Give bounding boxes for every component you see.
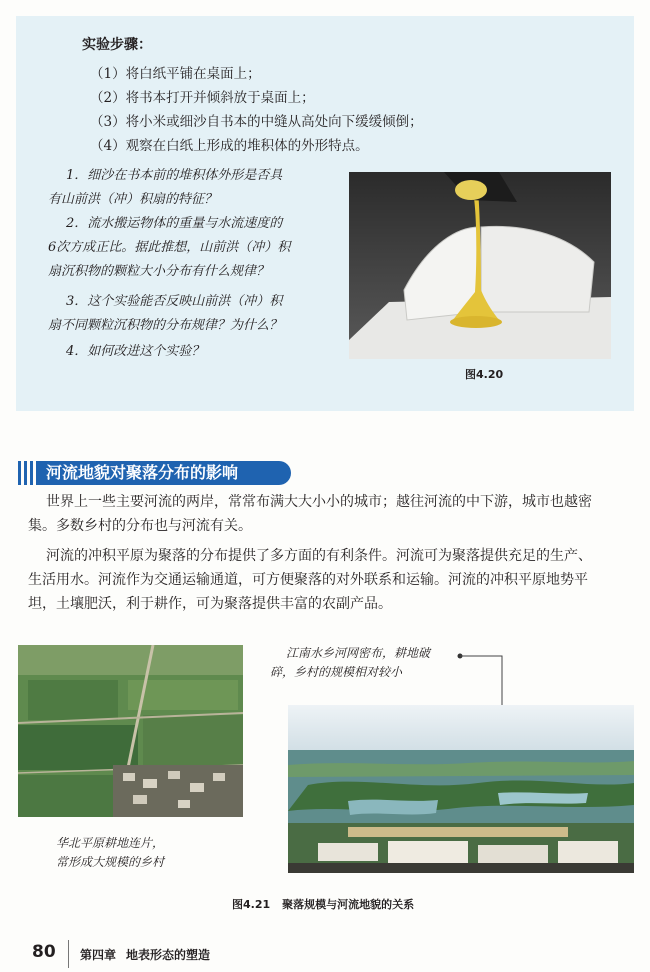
question-line: 有山前洪（冲）积扇的特征？ bbox=[48, 192, 218, 207]
figure-4-21-number: 图4.21 bbox=[232, 898, 271, 911]
page-number: 80 bbox=[32, 942, 56, 962]
figure-4-21-title: 聚落规模与河流地貌的关系 bbox=[282, 898, 415, 911]
north-plain-note-line: 常形成大规模的乡村 bbox=[56, 855, 165, 869]
chapter-number: 第四章 bbox=[80, 948, 117, 962]
south-note-line: 碎，乡村的规模相对较小 bbox=[270, 665, 403, 679]
body-text-line: 坦，土壤肥沃，利于耕作，可为聚落提供丰富的农副产品。 bbox=[28, 596, 392, 612]
question-line: 3．这个实验能否反映山前洪（冲）积 bbox=[66, 294, 283, 309]
jiangnan-water-town-photo bbox=[288, 705, 634, 873]
body-text-line: 世界上一些主要河流的两岸，常常布满大大小小的城市；越往河流的中下游，城市也越密 bbox=[46, 494, 592, 510]
experiment-step: （4）观察在白纸上形成的堆积体的外形特点。 bbox=[90, 138, 369, 154]
south-note-leader-line bbox=[456, 652, 506, 706]
body-text-line: 河流的冲积平原为聚落的分布提供了多方面的有利条件。河流可为聚落提供充足的生产、 bbox=[46, 548, 592, 564]
question-line: 6次方成正比。据此推想，山前洪（冲）积 bbox=[48, 240, 291, 255]
question-line: 扇不同颗粒沉积物的分布规律？为什么？ bbox=[48, 318, 283, 333]
question-line: 1．细沙在书本前的堆积体外形是否具 bbox=[66, 168, 283, 183]
body-text-line: 集。多数乡村的分布也与河流有关。 bbox=[28, 518, 252, 534]
experiment-step: （2）将书本打开并倾斜放于桌面上； bbox=[90, 90, 315, 106]
experiment-step: （3）将小米或细沙自书本的中缝从高处向下缓缓倾倒； bbox=[90, 114, 423, 130]
chapter-label bbox=[80, 946, 220, 963]
chapter-title: 地表形态的塑造 bbox=[126, 948, 211, 962]
experiment-step: （1）将白纸平铺在桌面上； bbox=[90, 66, 261, 82]
south-note-line: 江南水乡河网密布，耕地破 bbox=[286, 646, 431, 660]
section-title: 河流地貌对聚落分布的影响 bbox=[36, 461, 291, 485]
north-china-plain-photo bbox=[18, 645, 243, 817]
figure-4-20-caption: 图4.20 bbox=[465, 368, 504, 381]
footer-divider bbox=[68, 940, 69, 968]
experiment-steps-title: 实验步骤： bbox=[82, 37, 152, 53]
question-line: 扇沉积物的颗粒大小分布有什么规律？ bbox=[48, 264, 270, 279]
north-plain-note-line: 华北平原耕地连片， bbox=[56, 836, 165, 850]
body-text-line: 生活用水。河流作为交通运输通道，可方便聚落的对外联系和运输。河流的冲积平原地势平 bbox=[28, 572, 588, 588]
question-line: 2．流水搬运物体的重量与水流速度的 bbox=[66, 216, 283, 231]
figure-4-21-caption bbox=[232, 896, 426, 912]
book-sand-photo bbox=[349, 172, 611, 359]
question-line: 4．如何改进这个实验？ bbox=[66, 344, 205, 359]
